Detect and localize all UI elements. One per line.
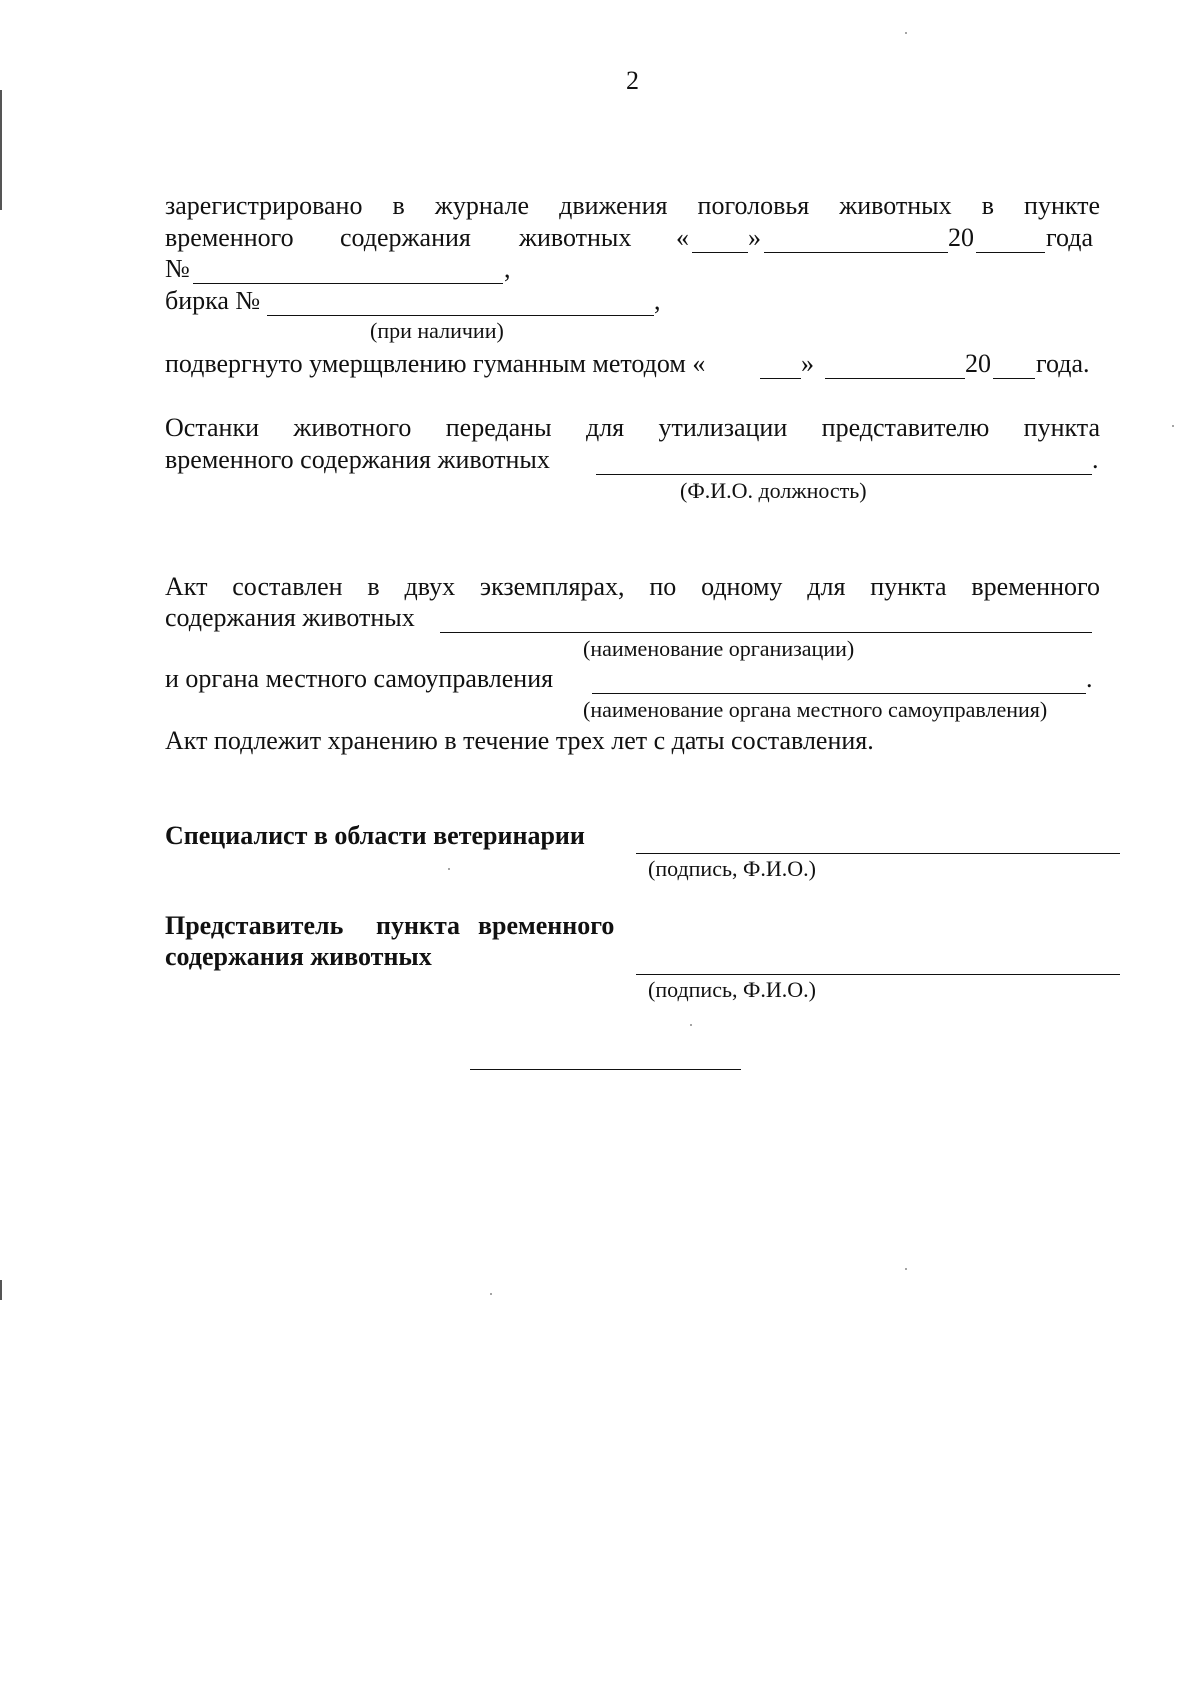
registration-line-1 xyxy=(165,191,1100,221)
close-quote: » xyxy=(801,349,814,378)
euthanasia-year-blank[interactable] xyxy=(993,378,1035,379)
scan-speck xyxy=(490,1293,492,1295)
year-blank[interactable] xyxy=(976,252,1045,253)
tag-caption: (при наличии) xyxy=(370,318,504,343)
scan-edge-mark xyxy=(0,90,2,210)
open-quote: « xyxy=(676,223,689,252)
word: для xyxy=(807,572,846,601)
vet-signature-caption: (подпись, Ф.И.О.) xyxy=(648,856,816,881)
scan-speck xyxy=(1172,425,1174,427)
rep-label-word: Представитель xyxy=(165,911,344,940)
tag-number-blank[interactable] xyxy=(267,315,654,316)
vet-specialist-label: Специалист в области ветеринарии xyxy=(165,821,585,850)
year-word: года. xyxy=(1036,349,1090,378)
word: двух xyxy=(404,572,456,601)
remains-line-2: временного содержания животных xyxy=(165,445,550,474)
word: одному xyxy=(701,572,783,601)
word: экземплярах, xyxy=(479,572,625,601)
storage-text: Акт подлежит хранению в течение трех лет с даты составления. xyxy=(165,726,874,755)
word: составлен xyxy=(232,572,343,601)
page-number: 2 xyxy=(626,66,639,95)
euthanasia-day-blank[interactable] xyxy=(760,378,801,379)
word: представителю xyxy=(821,413,990,442)
word: пункта xyxy=(1023,413,1101,442)
act-line-2: содержания животных xyxy=(165,603,415,632)
year-prefix: 20 xyxy=(965,349,991,378)
representative-name-blank[interactable] xyxy=(596,474,1092,475)
rep-signature-blank[interactable] xyxy=(636,974,1120,975)
organization-caption: (наименование организации) xyxy=(583,636,855,661)
registration-word: содержания xyxy=(340,223,471,252)
word: животного xyxy=(293,413,412,442)
word: для xyxy=(585,413,625,442)
comma: , xyxy=(654,286,661,315)
registration-word: животных xyxy=(519,223,632,252)
word: журнале xyxy=(434,191,530,220)
word: поголовья xyxy=(697,191,810,220)
year-prefix: 20 xyxy=(948,223,974,252)
act-line-1 xyxy=(165,572,1100,602)
tag-label: бирка № xyxy=(165,286,261,315)
word: зарегистрировано xyxy=(165,191,363,220)
word: животных xyxy=(839,191,952,220)
close-quote: » xyxy=(748,223,761,252)
day-blank[interactable] xyxy=(692,252,748,253)
year-word: года xyxy=(1046,223,1094,252)
word: в xyxy=(392,191,405,220)
act-line-3: и органа местного самоуправления xyxy=(165,664,554,693)
word: пункте xyxy=(1024,191,1101,220)
vet-signature-blank[interactable] xyxy=(636,853,1120,854)
comma: , xyxy=(504,254,511,283)
word: утилизации xyxy=(658,413,788,442)
word: движения xyxy=(559,191,668,220)
representative-caption: (Ф.И.О. должность) xyxy=(680,478,867,503)
document-end-rule xyxy=(470,1069,741,1070)
registration-number-blank[interactable] xyxy=(193,283,503,284)
word: пункта xyxy=(870,572,947,601)
number-sign: № xyxy=(165,254,190,283)
period: . xyxy=(1092,445,1099,474)
word: Акт xyxy=(165,572,208,601)
remains-line-1 xyxy=(165,413,1100,443)
word: Останки xyxy=(165,413,259,442)
rep-label-word: временного xyxy=(478,911,615,940)
euthanasia-text: подвергнуто умерщвлению гуманным методом « xyxy=(165,349,706,378)
word: по xyxy=(649,572,677,601)
word: в xyxy=(981,191,994,220)
local-government-blank[interactable] xyxy=(592,693,1086,694)
scan-speck xyxy=(905,32,907,34)
rep-label-word: пункта xyxy=(376,911,461,940)
month-blank[interactable] xyxy=(764,252,948,253)
scan-speck xyxy=(690,1024,692,1026)
word: переданы xyxy=(445,413,552,442)
registration-word: временного xyxy=(165,223,294,252)
scan-edge-mark xyxy=(0,1280,2,1300)
rep-label-line-2: содержания животных xyxy=(165,942,432,971)
euthanasia-month-blank[interactable] xyxy=(825,378,965,379)
word: временного xyxy=(971,572,1101,601)
word: в xyxy=(367,572,380,601)
scan-speck xyxy=(448,868,450,870)
scan-speck xyxy=(905,1268,907,1270)
organization-blank[interactable] xyxy=(440,632,1092,633)
local-government-caption: (наименование органа местного самоуправления) xyxy=(583,697,1048,722)
rep-signature-caption: (подпись, Ф.И.О.) xyxy=(648,977,816,1002)
period: . xyxy=(1086,664,1093,693)
